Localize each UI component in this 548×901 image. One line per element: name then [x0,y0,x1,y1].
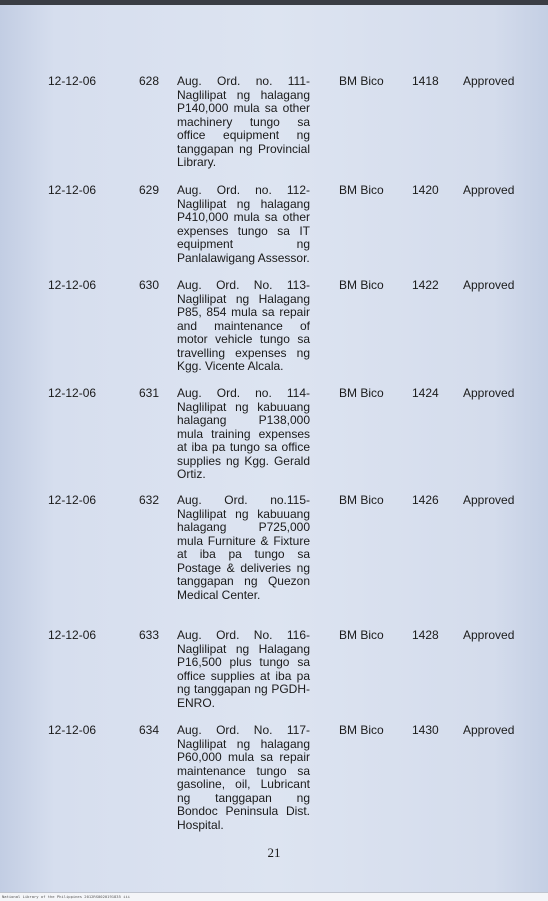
row-number: 630 [139,278,160,292]
row-date: 12-12-06 [48,493,97,507]
row-date: 12-12-06 [48,628,97,642]
row-sponsor: BM Bico [339,74,384,88]
row-status: Approved [463,183,515,197]
row-reference: 1422 [412,278,439,292]
row-status: Approved [463,278,515,292]
row-reference: 1426 [412,493,439,507]
row-status: Approved [463,493,515,507]
row-number: 633 [139,628,160,642]
row-sponsor: BM Bico [339,723,384,737]
row-status: Approved [463,723,515,737]
page-number: 21 [267,845,281,860]
row-status: Approved [463,74,515,88]
row-reference: 1428 [412,628,439,642]
row-number: 632 [139,493,160,507]
row-description: Aug. Ord. no.115-Naglilipat ng kabuuang halagang P725,000 mula Furniture & Fixture at iba pa tungo sa Postage & deliveries ng tanggapan ng Quezon Medical Center. [177,493,310,602]
row-status: Approved [463,628,515,642]
row-reference: 1430 [412,723,439,737]
row-sponsor: BM Bico [339,386,384,400]
row-date: 12-12-06 [48,74,97,88]
row-number: 634 [139,723,160,737]
row-reference: 1418 [412,74,439,88]
row-sponsor: BM Bico [339,628,384,642]
row-description: Aug. Ord. No. 113-Naglilipat ng Halagang P85, 854 mula sa repair and maintenance of motor vehicle tungo sa travelling expenses ng Kgg. Vicente Alcala. [177,278,310,373]
row-status: Approved [463,386,515,400]
footer-text: National Library of the Philippines 2012RS0020191835 iii [2,894,131,899]
row-number: 631 [139,386,160,400]
row-date: 12-12-06 [48,386,97,400]
row-date: 12-12-06 [48,278,97,292]
row-number: 629 [139,183,160,197]
document-page [0,5,548,892]
row-description: Aug. Ord. No. 117-Naglilipat ng halagang P60,000 mula sa repair maintenance tungo sa gasoline, oil, Lubricant ng tanggapan ng Bondoc Peninsula Dist. Hospital. [177,723,310,832]
row-date: 12-12-06 [48,183,97,197]
row-sponsor: BM Bico [339,278,384,292]
row-reference: 1424 [412,386,439,400]
row-number: 628 [139,74,160,88]
row-description: Aug. Ord. no. 114-Naglilipat ng kabuuang halagang P138,000 mula training expenses at iba pa tungo sa office supplies ng Kgg. Gerald Ortiz. [177,386,310,481]
row-reference: 1420 [412,183,439,197]
row-sponsor: BM Bico [339,493,384,507]
row-description: Aug. Ord. no. 112-Naglilipat ng halagang P410,000 mula sa other expenses tungo sa IT equipment ng Panlalawigang Assessor. [177,183,310,265]
row-description: Aug. Ord. No. 116-Naglilipat ng Halagang P16,500 plus tungo sa office supplies at iba pa ng tanggapan ng PGDH-ENRO. [177,628,310,710]
row-description: Aug. Ord. no. 111-Naglilipat ng halagang P140,000 mula sa other machinery tungo sa office equipment ng tanggapan ng Provincial Library. [177,74,310,169]
row-date: 12-12-06 [48,723,97,737]
row-sponsor: BM Bico [339,183,384,197]
